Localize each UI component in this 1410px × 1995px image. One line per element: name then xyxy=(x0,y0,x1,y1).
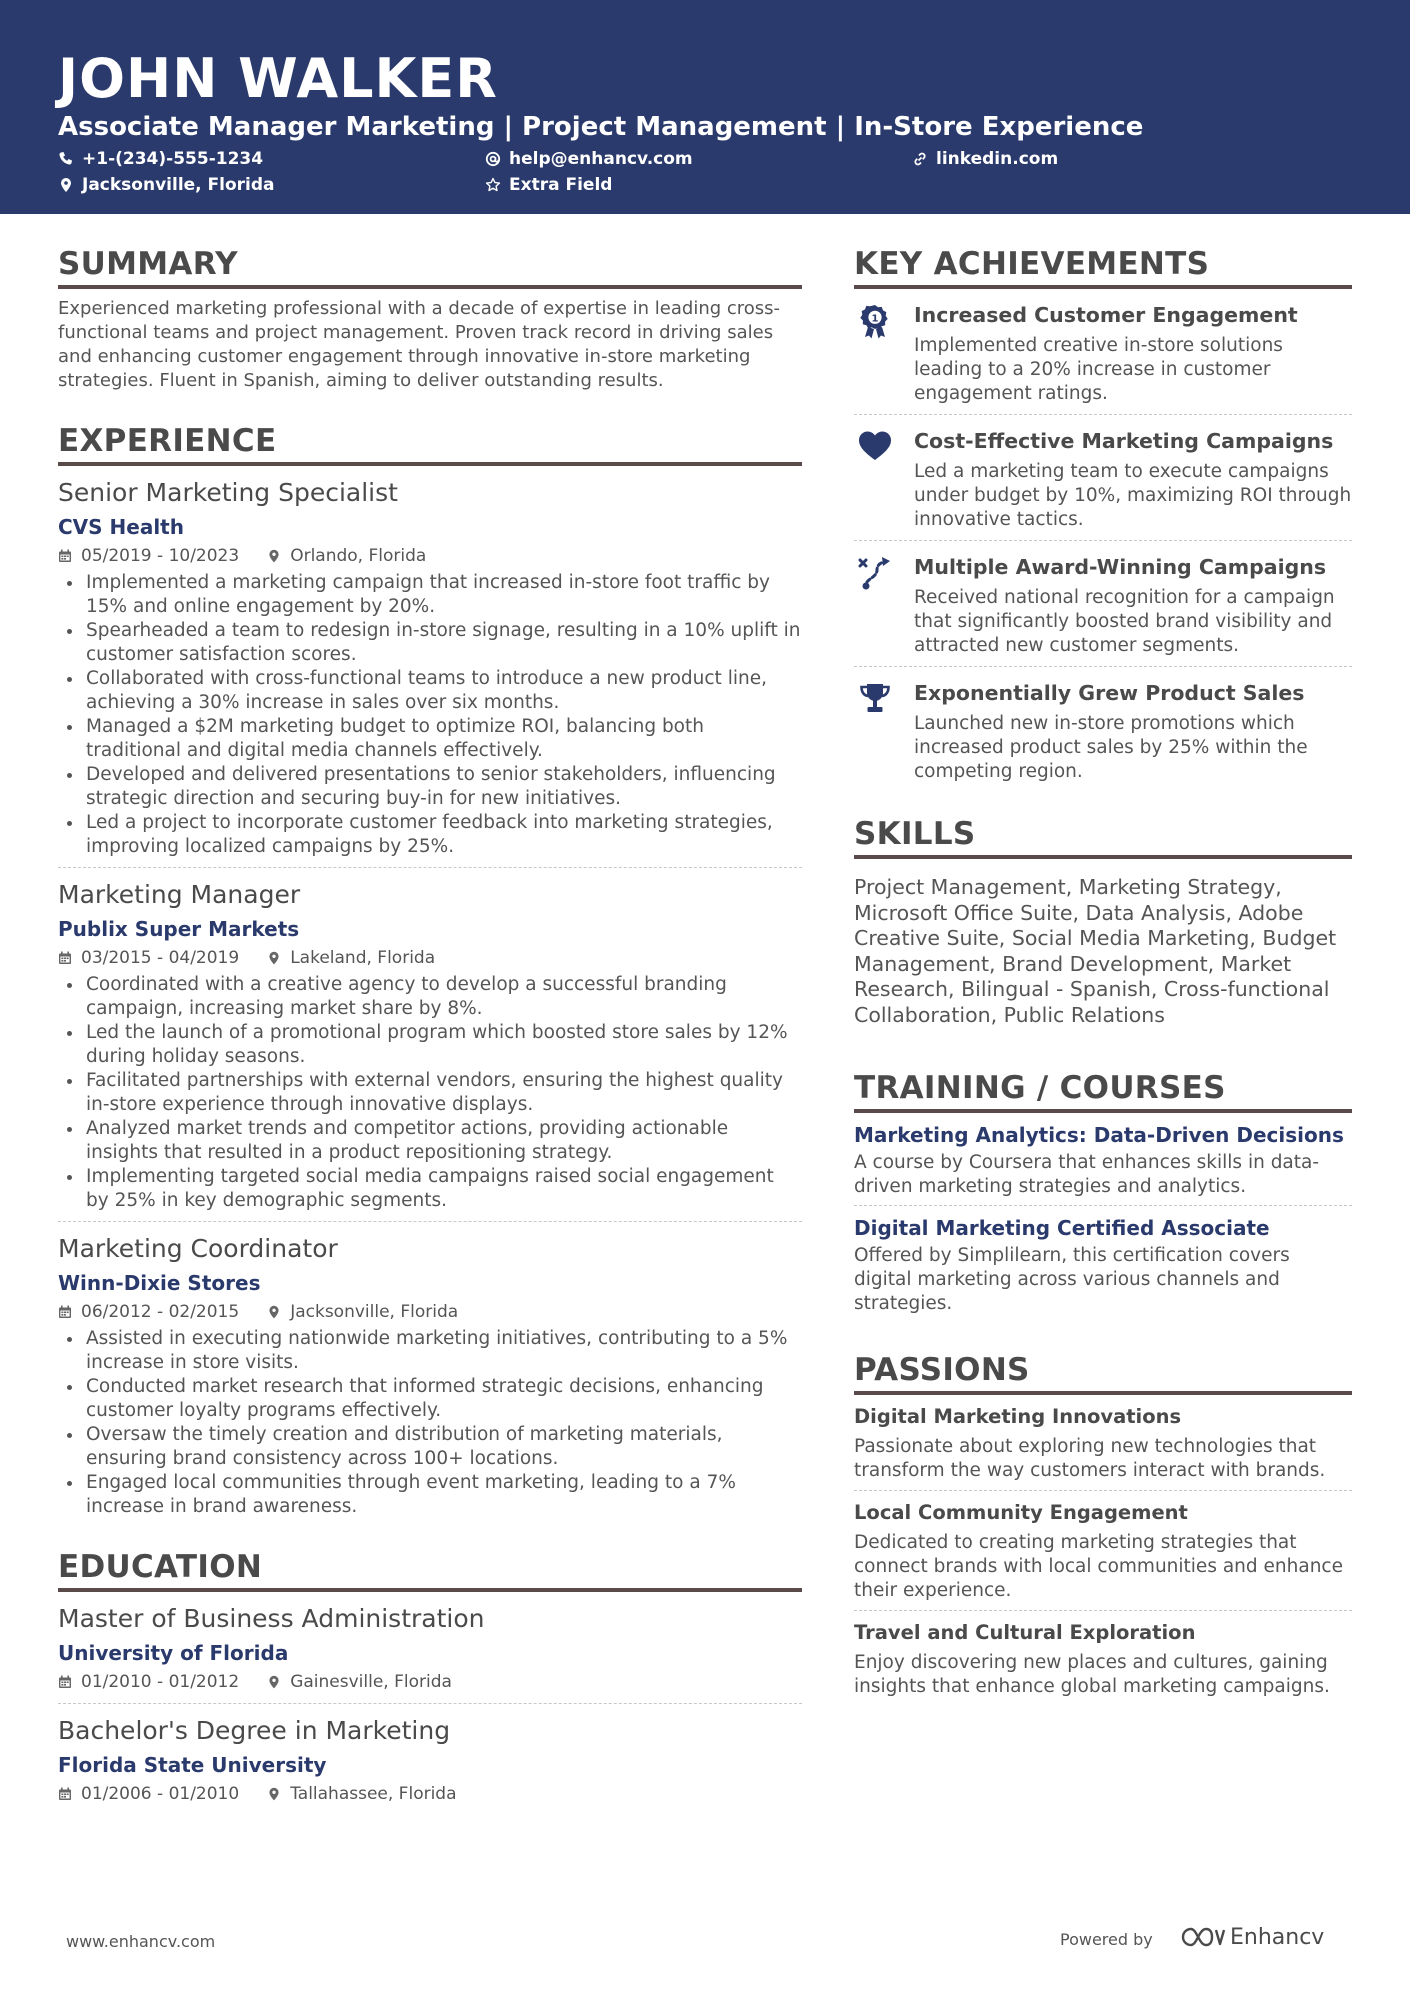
enhancv-brand-text: Enhancv xyxy=(1230,1924,1325,1950)
job-location: Orlando, Florida xyxy=(290,546,427,566)
course-title: Digital Marketing Certified Associate xyxy=(854,1216,1270,1240)
job-title: Marketing Manager xyxy=(58,880,301,909)
at-icon xyxy=(485,151,501,167)
job-bullet: Conducted market research that informed strategic decisions, enhancing customer loyalty programs effectively. xyxy=(58,1375,802,1423)
education-location: Tallahassee, Florida xyxy=(290,1784,457,1804)
course-desc: A course by Coursera that enhances skills in data-driven marketing strategies and analytics. xyxy=(854,1152,1320,1197)
job-bullet: Implemented a marketing campaign that increased in-store foot traffic by 15% and online engagement by 20%. xyxy=(58,571,802,619)
education-item xyxy=(58,1714,802,1815)
location-pin-icon xyxy=(267,1675,281,1689)
achievements-section xyxy=(854,244,1352,792)
passion-title: Local Community Engagement xyxy=(854,1501,1188,1524)
summary-text: Experienced marketing professional with a decade of expertise in leading cross-functional teams and project management. Proven track record in driving sales and enhancing customer engagement through innovative in-store marketing strategies. Fluent in Spanish, aiming to deliver outstanding results. xyxy=(58,298,781,391)
education-meta xyxy=(58,1781,802,1807)
extra-text: Extra Field xyxy=(509,175,613,195)
achievement-desc: Implemented creative in-store solutions leading to a 20% increase in customer engagement ratings. xyxy=(914,335,1283,404)
education-school: University of Florida xyxy=(58,1641,289,1665)
job-bullets xyxy=(58,973,802,1213)
education-section xyxy=(58,1547,802,1815)
job-company: Publix Super Markets xyxy=(58,917,300,941)
job-title: Marketing Coordinator xyxy=(58,1234,338,1263)
job-meta xyxy=(58,945,802,971)
job-meta xyxy=(58,1299,802,1325)
contact-linkedin[interactable] xyxy=(912,148,1058,170)
location-pin-icon xyxy=(267,1305,281,1319)
education-dates: 01/2006 - 01/2010 xyxy=(81,1784,240,1804)
job-location: Jacksonville, Florida xyxy=(290,1302,459,1322)
job-bullets xyxy=(58,571,802,859)
achievement-title: Exponentially Grew Product Sales xyxy=(914,681,1305,705)
passion-item xyxy=(854,1395,1352,1491)
location-pin-icon xyxy=(267,549,281,563)
star-icon xyxy=(485,177,501,193)
education-heading: EDUCATION xyxy=(58,1547,802,1592)
footer-website-link[interactable]: www.enhancv.com xyxy=(66,1932,216,1951)
education-dates: 01/2010 - 01/2012 xyxy=(81,1672,240,1692)
education-degree: Bachelor's Degree in Marketing xyxy=(58,1716,451,1745)
experience-item xyxy=(58,1232,802,1527)
location-pin-icon xyxy=(267,1787,281,1801)
job-title: Senior Marketing Specialist xyxy=(58,478,398,507)
job-bullet: Analyzed market trends and competitor actions, providing actionable insights that resulted in a product repositioning strategy. xyxy=(58,1117,802,1165)
calendar-icon xyxy=(58,1675,72,1689)
experience-item xyxy=(58,476,802,868)
training-heading: TRAINING / COURSES xyxy=(854,1068,1352,1113)
job-dates: 06/2012 - 02/2015 xyxy=(81,1302,240,1322)
candidate-name: JOHN WALKER xyxy=(58,47,498,110)
course-desc: Offered by Simplilearn, this certification covers digital marketing across various channels and strategies. xyxy=(854,1245,1290,1314)
achievement-title: Cost-Effective Marketing Campaigns xyxy=(914,429,1334,453)
passions-heading: PASSIONS xyxy=(854,1350,1352,1395)
job-dates: 05/2019 - 10/2023 xyxy=(81,546,240,566)
achievement-item xyxy=(854,541,1352,667)
passion-title: Travel and Cultural Exploration xyxy=(854,1621,1196,1644)
left-column xyxy=(58,244,802,1815)
resume-header xyxy=(0,0,1410,214)
education-meta xyxy=(58,1669,802,1695)
job-bullet: Collaborated with cross-functional teams to introduce a new product line, achieving a 30% increase in sales over six months. xyxy=(58,667,802,715)
achievement-desc: Received national recognition for a campaign that significantly boosted brand visibility and attracted new customer segments. xyxy=(914,587,1335,656)
calendar-icon xyxy=(58,1305,72,1319)
achievement-desc: Led a marketing team to execute campaigns under budget by 10%, maximizing ROI through innovative tactics. xyxy=(914,461,1352,530)
job-bullet: Spearheaded a team to redesign in-store signage, resulting in a 10% uplift in customer satisfaction scores. xyxy=(58,619,802,667)
job-company: Winn-Dixie Stores xyxy=(58,1271,261,1295)
trophy-icon xyxy=(858,681,892,717)
email-text: help@enhancv.com xyxy=(509,149,693,169)
linkedin-text: linkedin.com xyxy=(936,149,1059,169)
contact-location xyxy=(58,174,275,196)
footer-brand-logo[interactable] xyxy=(1180,1924,1324,1950)
course-item xyxy=(854,1113,1352,1206)
strategy-icon xyxy=(858,555,892,591)
location-text: Jacksonville, Florida xyxy=(82,175,275,195)
award-icon xyxy=(858,303,892,339)
job-dates: 03/2015 - 04/2019 xyxy=(81,948,240,968)
job-meta xyxy=(58,543,802,569)
education-degree: Master of Business Administration xyxy=(58,1604,485,1633)
job-bullets xyxy=(58,1327,802,1519)
phone-icon xyxy=(58,151,74,167)
svg-text:1: 1 xyxy=(871,313,879,325)
job-company: CVS Health xyxy=(58,515,184,539)
course-item xyxy=(854,1206,1352,1322)
education-location: Gainesville, Florida xyxy=(290,1672,452,1692)
summary-heading: SUMMARY xyxy=(58,244,802,289)
education-item xyxy=(58,1602,802,1704)
experience-item xyxy=(58,878,802,1222)
achievement-item xyxy=(854,415,1352,541)
job-bullet: Led a project to incorporate customer feedback into marketing strategies, improving localized campaigns by 25%. xyxy=(58,811,802,859)
job-bullet: Assisted in executing nationwide marketing initiatives, contributing to a 5% increase in store visits. xyxy=(58,1327,802,1375)
contact-extra xyxy=(485,174,612,196)
summary-section xyxy=(58,244,802,393)
skills-section xyxy=(854,814,1352,1028)
location-pin-icon xyxy=(267,951,281,965)
job-bullet: Coordinated with a creative agency to develop a successful branding campaign, increasing market share by 8%. xyxy=(58,973,802,1021)
job-bullet: Led the launch of a promotional program which boosted store sales by 12% during holiday seasons. xyxy=(58,1021,802,1069)
achievement-desc: Launched new in-store promotions which increased product sales by 25% within the competing region. xyxy=(914,713,1308,782)
course-title: Marketing Analytics: Data-Driven Decisions xyxy=(854,1123,1344,1147)
skills-heading: SKILLS xyxy=(854,814,1352,859)
enhancv-logo-icon xyxy=(1180,1924,1226,1950)
contact-email[interactable] xyxy=(485,148,693,170)
passion-item xyxy=(854,1491,1352,1611)
job-bullet: Developed and delivered presentations to senior stakeholders, influencing strategic direction and securing buy-in for new initiatives. xyxy=(58,763,802,811)
passion-desc: Passionate about exploring new technologies that transform the way customers interact with brands. xyxy=(854,1436,1326,1481)
experience-section xyxy=(58,421,802,1527)
passion-item xyxy=(854,1611,1352,1706)
link-icon xyxy=(912,151,928,167)
contact-phone[interactable] xyxy=(58,148,263,170)
footer-powered-by: Powered by xyxy=(1060,1930,1153,1949)
skills-list: Project Management, Marketing Strategy, Microsoft Office Suite, Data Analysis, Adobe Creative Suite, Social Media Marketing, Budget Management, Brand Development, Market Research, Bilingual - Spanish, Cross-functional Collaboration, Public Relations xyxy=(854,875,1337,1027)
heart-icon xyxy=(858,429,892,465)
passion-title: Digital Marketing Innovations xyxy=(854,1405,1182,1428)
job-location: Lakeland, Florida xyxy=(290,948,436,968)
job-bullet: Oversaw the timely creation and distribution of marketing materials, ensuring brand consistency across 100+ locations. xyxy=(58,1423,802,1471)
location-pin-icon xyxy=(58,177,74,193)
right-column xyxy=(854,244,1352,1706)
calendar-icon xyxy=(58,951,72,965)
job-bullet: Managed a $2M marketing budget to optimize ROI, balancing both traditional and digital media channels effectively. xyxy=(58,715,802,763)
achievement-title: Multiple Award-Winning Campaigns xyxy=(914,555,1327,579)
phone-text: +1-(234)-555-1234 xyxy=(82,149,264,169)
training-section xyxy=(854,1068,1352,1322)
achievement-item xyxy=(854,289,1352,415)
job-bullet: Implementing targeted social media campaigns raised social engagement by 25% in key demographic segments. xyxy=(58,1165,802,1213)
achievements-heading: KEY ACHIEVEMENTS xyxy=(854,244,1352,289)
candidate-headline: Associate Manager Marketing | Project Management | In-Store Experience xyxy=(58,112,1144,142)
job-bullet: Engaged local communities through event marketing, leading to a 7% increase in brand awareness. xyxy=(58,1471,802,1519)
calendar-icon xyxy=(58,549,72,563)
experience-heading: EXPERIENCE xyxy=(58,421,802,466)
job-bullet: Facilitated partnerships with external vendors, ensuring the highest quality in-store experience through innovative displays. xyxy=(58,1069,802,1117)
passions-section xyxy=(854,1350,1352,1706)
passion-desc: Enjoy discovering new places and cultures, gaining insights that enhance global marketing campaigns. xyxy=(854,1652,1330,1697)
achievement-title: Increased Customer Engagement xyxy=(914,303,1298,327)
achievement-item xyxy=(854,667,1352,792)
calendar-icon xyxy=(58,1787,72,1801)
education-school: Florida State University xyxy=(58,1753,327,1777)
passion-desc: Dedicated to creating marketing strategies that connect brands with local communities and enhance their experience. xyxy=(854,1532,1343,1601)
